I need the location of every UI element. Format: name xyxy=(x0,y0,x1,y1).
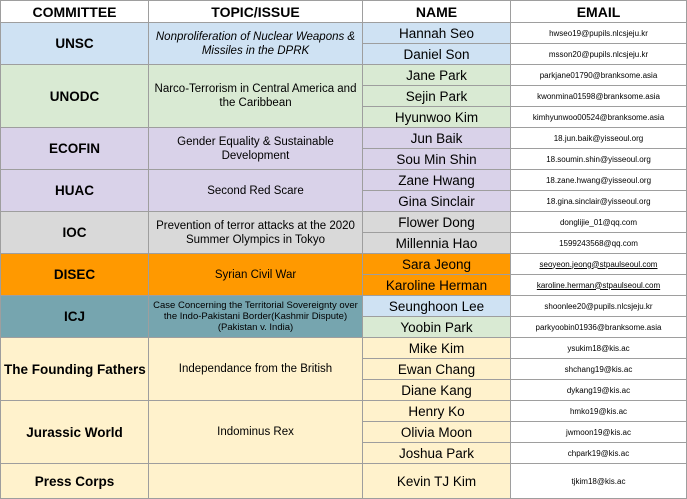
table-row xyxy=(1,401,687,422)
delegate-name: Jun Baik xyxy=(363,128,511,149)
topic-icj: Case Concerning the Territorial Sovereignty over the Indo-Pakistani Border(Kashmir Dispute)(Pakistan v. India) xyxy=(149,296,363,338)
committee-disec: DISEC xyxy=(1,254,149,296)
delegate-name: Sara Jeong xyxy=(363,254,511,275)
committee-unodc: UNODC xyxy=(1,65,149,128)
header-email: EMAIL xyxy=(511,1,687,23)
delegate-email: tjkim18@kis.ac xyxy=(511,464,687,499)
delegate-email: msson20@pupils.nlcsjeju.kr xyxy=(511,44,687,65)
delegate-name: Zane Hwang xyxy=(363,170,511,191)
delegate-name: Mike Kim xyxy=(363,338,511,359)
delegate-email: parkyoobin01936@branksome.asia xyxy=(511,317,687,338)
table-row xyxy=(1,128,687,149)
delegate-name: Hyunwoo Kim xyxy=(363,107,511,128)
topic-ecofin: Gender Equality & Sustainable Development xyxy=(149,128,363,170)
delegate-email: dykang19@kis.ac xyxy=(511,380,687,401)
delegate-email: shchang19@kis.ac xyxy=(511,359,687,380)
header-topic: TOPIC/ISSUE xyxy=(149,1,363,23)
delegate-email: shoonlee20@pupils.nlcsjeju.kr xyxy=(511,296,687,317)
header-committee: COMMITTEE xyxy=(1,1,149,23)
delegate-email: chpark19@kis.ac xyxy=(511,443,687,464)
delegate-name: Millennia Hao xyxy=(363,233,511,254)
committee-huac: HUAC xyxy=(1,170,149,212)
delegate-name: Sejin Park xyxy=(363,86,511,107)
table-row xyxy=(1,338,687,359)
committee-ioc: IOC xyxy=(1,212,149,254)
header-row xyxy=(1,1,687,23)
delegate-name: Flower Dong xyxy=(363,212,511,233)
table-row xyxy=(1,212,687,233)
header-name: NAME xyxy=(363,1,511,23)
delegate-name: Karoline Herman xyxy=(363,275,511,296)
delegate-name: Yoobin Park xyxy=(363,317,511,338)
delegate-email: 18.gina.sinclair@yisseoul.org xyxy=(511,191,687,212)
delegate-name: Olivia Moon xyxy=(363,422,511,443)
table-row xyxy=(1,65,687,86)
delegate-name: Jane Park xyxy=(363,65,511,86)
topic-ioc: Prevention of terror attacks at the 2020 Summer Olympics in Tokyo xyxy=(149,212,363,254)
delegate-email: kwonmina01598@branksome.asia xyxy=(511,86,687,107)
delegate-name: Henry Ko xyxy=(363,401,511,422)
delegate-name: Daniel Son xyxy=(363,44,511,65)
topic-unsc: Nonproliferation of Nuclear Weapons & Missiles in the DPRK xyxy=(149,23,363,65)
table-row xyxy=(1,464,687,499)
delegate-name: Gina Sinclair xyxy=(363,191,511,212)
delegate-email: jwmoon19@kis.ac xyxy=(511,422,687,443)
delegate-name: Joshua Park xyxy=(363,443,511,464)
topic-jurassic-world: Indominus Rex xyxy=(149,401,363,464)
delegate-name: Kevin TJ Kim xyxy=(363,464,511,499)
committee-unsc: UNSC xyxy=(1,23,149,65)
committee-founding-fathers: The Founding Fathers xyxy=(1,338,149,401)
delegate-email: 1599243568@qq.com xyxy=(511,233,687,254)
delegate-email: ysukim18@kis.ac xyxy=(511,338,687,359)
delegate-name: Hannah Seo xyxy=(363,23,511,44)
table-row xyxy=(1,296,687,317)
table-row xyxy=(1,170,687,191)
delegate-email: parkjane01790@branksome.asia xyxy=(511,65,687,86)
delegate-name: Seunghoon Lee xyxy=(363,296,511,317)
delegate-email: 18.jun.baik@yisseoul.org xyxy=(511,128,687,149)
delegate-email: 18.zane.hwang@yisseoul.org xyxy=(511,170,687,191)
topic-unodc: Narco-Terrorism in Central America and the Caribbean xyxy=(149,65,363,128)
delegate-name: Diane Kang xyxy=(363,380,511,401)
delegate-email: hwseo19@pupils.nlcsjeju.kr xyxy=(511,23,687,44)
delegate-email[interactable]: seoyeon.jeong@stpaulseoul.com xyxy=(511,254,687,275)
topic-disec: Syrian Civil War xyxy=(149,254,363,296)
topic-founding-fathers: Independance from the British xyxy=(149,338,363,401)
topic-huac: Second Red Scare xyxy=(149,170,363,212)
committee-ecofin: ECOFIN xyxy=(1,128,149,170)
committee-jurassic-world: Jurassic World xyxy=(1,401,149,464)
table-row xyxy=(1,23,687,44)
delegate-email: hmko19@kis.ac xyxy=(511,401,687,422)
committee-icj: ICJ xyxy=(1,296,149,338)
delegate-email: 18.soumin.shin@yisseoul.org xyxy=(511,149,687,170)
table-row xyxy=(1,254,687,275)
delegate-email[interactable]: karoline.herman@stpaulseoul.com xyxy=(511,275,687,296)
topic-press-corps xyxy=(149,464,363,499)
delegate-email: donglijie_01@qq.com xyxy=(511,212,687,233)
committee-press-corps: Press Corps xyxy=(1,464,149,499)
delegate-name: Sou Min Shin xyxy=(363,149,511,170)
delegate-email: kimhyunwoo00524@branksome.asia xyxy=(511,107,687,128)
delegate-name: Ewan Chang xyxy=(363,359,511,380)
